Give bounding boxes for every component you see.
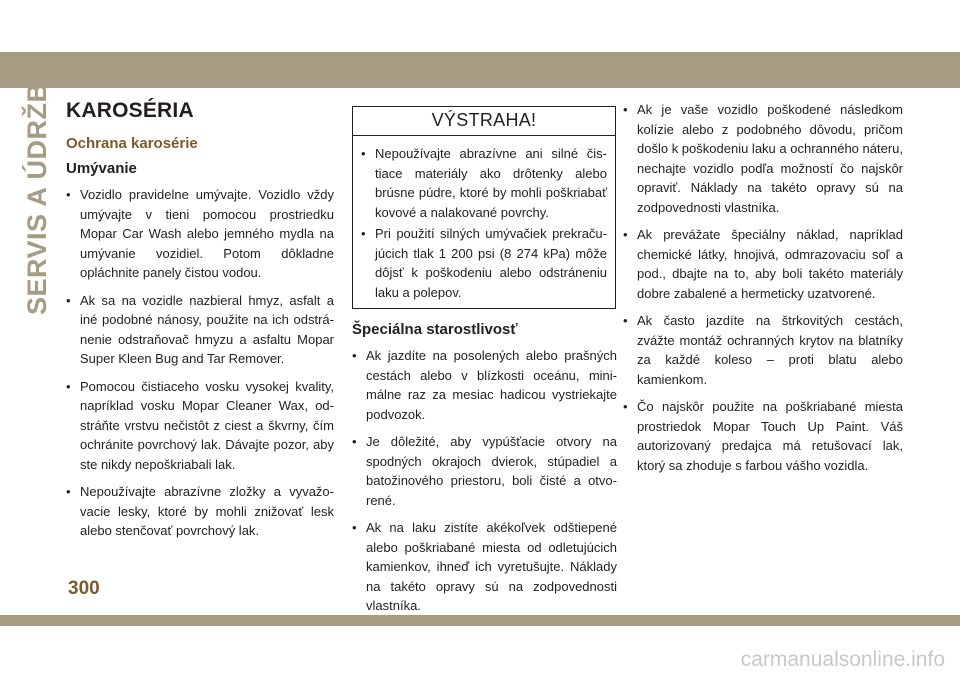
list-item: • Pri použití silných umývačiek prekračujúcich tlak 1 200 psi (8 274 kPa) môže dôjsť k poškodeniu alebo odstráneniu laku a polepov.: [361, 224, 607, 302]
list-item: • Nepoužívajte abrazívne zložky a vyvažovacie lesky, ktoré by mohli znižovať lesk alebo stenčovať povrchový lak.: [66, 482, 334, 541]
washing-heading: Umývanie: [66, 160, 137, 177]
footer-bar: [0, 615, 960, 626]
list-item: • Ak sa na vozidle nazbieral hmyz, asfalt a iné podobné nánosy, použite na ich odstránenie odstraňovač hmyzu a asfaltu Mopar Super Kleen Bug and Tar Remover.: [66, 291, 334, 369]
special-care-heading: Špeciálna starostlivosť: [352, 321, 518, 338]
list-item: • Nepoužívajte abrazívne ani silné čistiace materiály ako drôtenky alebo brúsne púdre, ktoré by mohli poškriabať kovové a nalakované povrchy.: [361, 144, 607, 222]
list-item: • Čo najskôr použite na poškriabané miesta prostriedok Mopar Touch Up Paint. Váš autorizovaný predajca má retušovací lak, ktorý sa zhoduje s farbou vášho vozidla.: [623, 397, 903, 475]
list-item: • Ak prevážate špeciálny náklad, napríklad chemické látky, hnojivá, odmrazovaciu soľ a pod., dbajte na to, aby boli takéto materiály dobre zabalené a hermeticky uzatvorené.: [623, 225, 903, 303]
column-right: [623, 100, 903, 483]
list-item: • Je dôležité, aby vypúšťacie otvory na spodných okrajoch dvierok, stúpadiel a batožinového priestoru, boli čisté a otvorené.: [352, 432, 617, 510]
list-item: • Vozidlo pravidelne umývajte. Vozidlo vždy umývajte v tieni pomocou prostriedku Mopar Car Wash alebo jemného mydla na umývanie vozidiel. Potom dôkladne opláchnite panely čistou vodou.: [66, 185, 334, 283]
special-care-list: [352, 346, 617, 616]
list-item: • Pomocou čistiaceho vosku vysokej kvality, napríklad vosku Mopar Cleaner Wax, odstráňte vrstvu nečistôt z ciest a škvrny, čím ochránite povrchový lak. Dávajte pozor, aby ste nikdy nepoškriabali lak.: [66, 377, 334, 475]
page-number: 300: [68, 578, 100, 599]
watermark: carmanualsonline.info: [740, 648, 945, 671]
top-margin: [0, 0, 960, 44]
header-bar: [0, 52, 960, 88]
warning-box: [352, 106, 616, 309]
subsection-title: Ochrana karosérie: [66, 135, 198, 152]
list-item: • Ak jazdíte na posolených alebo prašných cestách alebo v blízkosti oceánu, minimálne raz za mesiac hadicou vystriekajte podvozok.: [352, 346, 617, 424]
column-middle: [352, 106, 617, 624]
list-item: • Ak na laku zistíte akékoľvek odštiepené alebo poškriabané miesta od odletujúcich kamienkov, ihneď ich vyretušujte. Náklady na takéto opravy sú na zodpovednosti vlastníka.: [352, 518, 617, 616]
warning-list: [353, 136, 615, 308]
list-item: • Ak je vaše vozidlo poškodené následkom kolízie alebo z podobného dôvodu, pričom došlo k poškodeniu laku a ochranného náteru, nechajte vozidlo podľa možností čo najskôr opraviť. Náklady na takéto opravy sú na zodpovednosti vlastníka.: [623, 100, 903, 217]
list-item: • Ak často jazdíte na štrkovitých cestách, zvážte montáž ochranných krytov na blatníky za každé koleso – proti blatu alebo kamienkom.: [623, 311, 903, 389]
chapter-side-title: SERVIS A ÚDRŽBA: [22, 62, 52, 315]
special-care-list-continued: [623, 100, 903, 475]
column-left: [66, 99, 334, 549]
section-title: KAROSÉRIA: [66, 99, 194, 122]
washing-list: [66, 185, 334, 541]
warning-title: VÝSTRAHA!: [353, 107, 615, 136]
